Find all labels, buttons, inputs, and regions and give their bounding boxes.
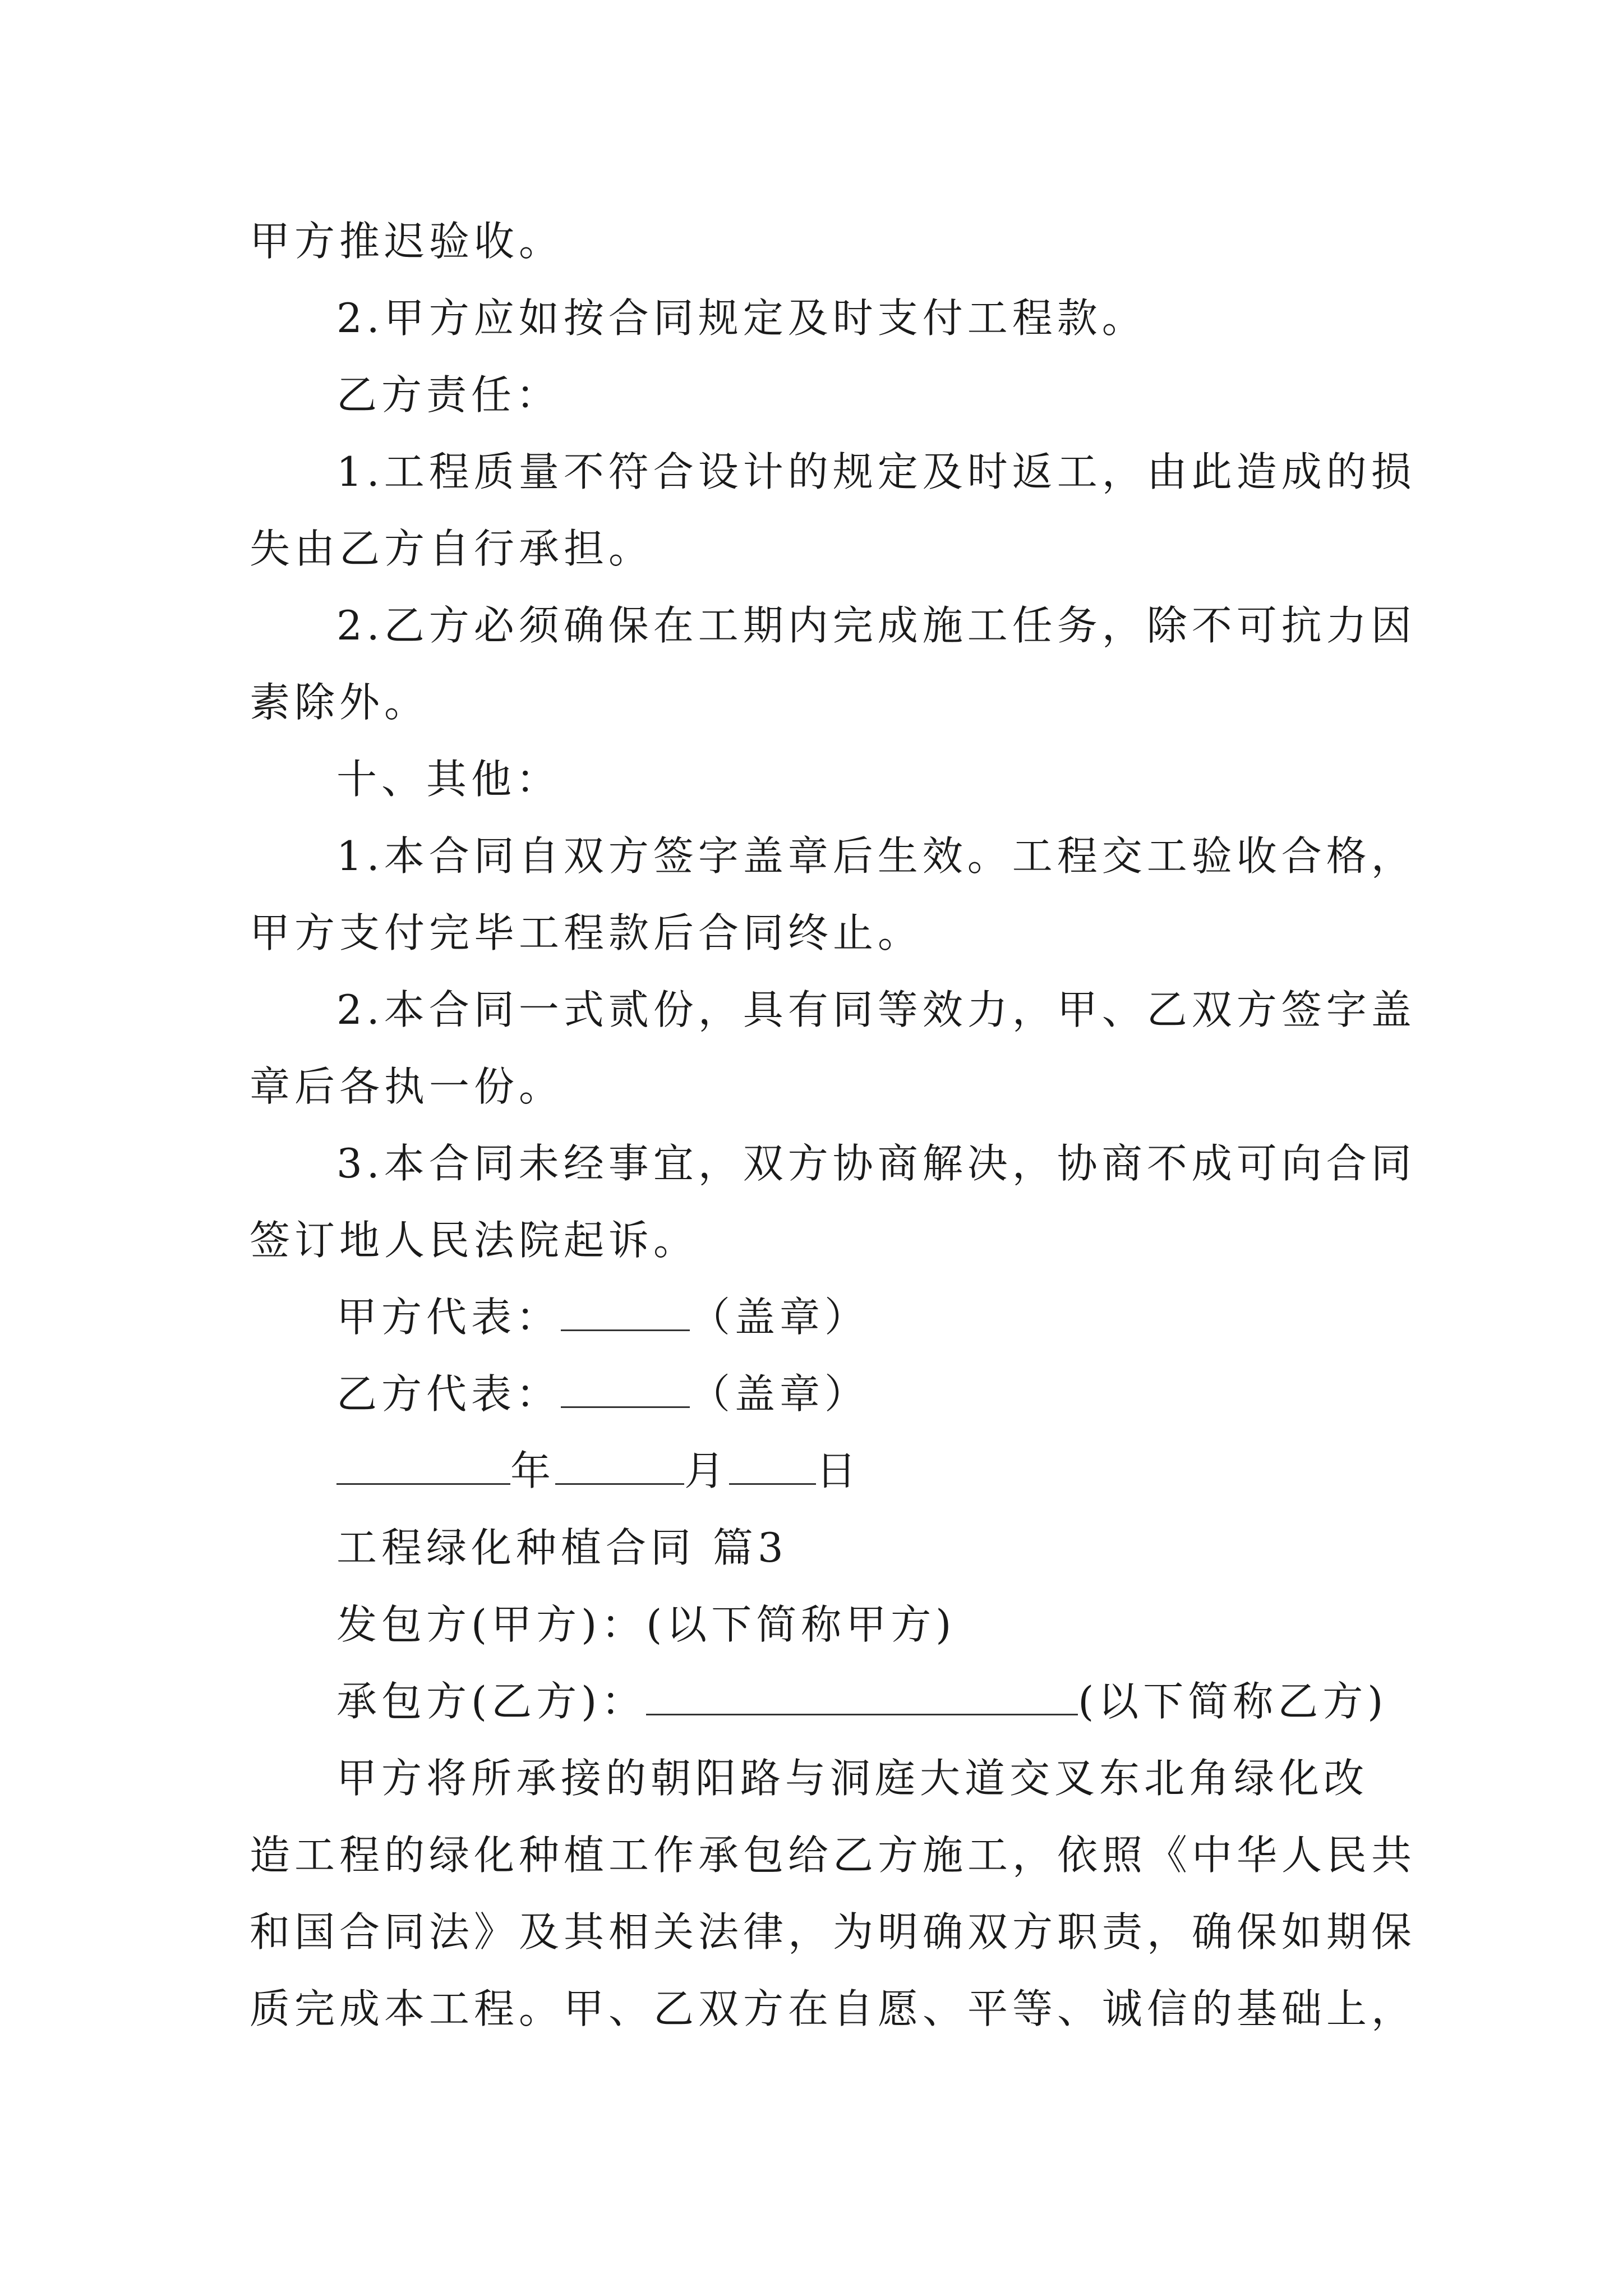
day-blank (729, 1448, 816, 1485)
year-label: 年 (510, 1447, 556, 1494)
party-b-signature-line (336, 1369, 869, 1419)
paragraph-line: 质完成本工程。甲、乙双方在自愿、平等、诚信的基础上， (250, 1985, 1417, 2032)
date-line (336, 1446, 861, 1496)
day-label: 日 (816, 1447, 861, 1494)
paragraph-line: 造工程的绿化种植工作承包给乙方施工，依照《中华人民共 (250, 1832, 1417, 1879)
paragraph-line: 章后各执一份。 (250, 1063, 564, 1110)
month-label: 月 (684, 1447, 730, 1494)
paragraph-line: 甲方推迟验收。 (250, 218, 564, 265)
contractor-label: 承包方(乙方)： (336, 1678, 647, 1725)
paragraph-line: 1.本合同自双方签字盖章后生效。工程交工验收合格， (336, 832, 1416, 880)
party-a-label: 甲方代表： (336, 1294, 561, 1341)
contractor-line (336, 1676, 1387, 1727)
year-blank (336, 1448, 510, 1485)
paragraph-line: 和国合同法》及其相关法律，为明确双方职责，确保如期保 (250, 1908, 1417, 1955)
paragraph-line: 素除外。 (250, 679, 430, 726)
party-b-seal-label: （盖章） (690, 1370, 870, 1418)
party-a-blank (561, 1295, 690, 1331)
contract-heading: 工程绿化种植合同 篇3 (336, 1524, 788, 1571)
paragraph-line: 3.本合同未经事宜，双方协商解决，协商不成可向合同 (336, 1140, 1416, 1187)
party-a-signature-line (336, 1292, 869, 1342)
paragraph-line: 甲方支付完毕工程款后合同终止。 (250, 909, 923, 956)
party-a-seal-label: （盖章） (690, 1294, 870, 1341)
section-heading: 十、其他： (336, 756, 561, 803)
employer-line: 发包方(甲方)：(以下简称甲方) (336, 1601, 956, 1648)
paragraph-line: 2.甲方应如按合同规定及时支付工程款。 (336, 295, 1147, 342)
contractor-blank (646, 1679, 1078, 1715)
party-b-label: 乙方代表： (336, 1370, 561, 1418)
paragraph-line: 失由乙方自行承担。 (250, 525, 654, 572)
paragraph-line: 2.乙方必须确保在工期内完成施工任务，除不可抗力因 (336, 602, 1416, 649)
paragraph-line: 2.本合同一式贰份，具有同等效力，甲、乙双方签字盖 (336, 986, 1416, 1033)
contractor-suffix: (以下简称乙方) (1078, 1678, 1388, 1725)
paragraph-line: 1.工程质量不符合设计的规定及时返工，由此造成的损 (336, 448, 1416, 495)
month-blank (555, 1448, 684, 1485)
paragraph-line: 甲方将所承接的朝阳路与洞庭大道交叉东北角绿化改 (336, 1755, 1369, 1802)
paragraph-line: 签订地人民法院起诉。 (250, 1217, 699, 1264)
section-heading: 乙方责任： (336, 371, 561, 418)
party-b-blank (561, 1372, 690, 1408)
